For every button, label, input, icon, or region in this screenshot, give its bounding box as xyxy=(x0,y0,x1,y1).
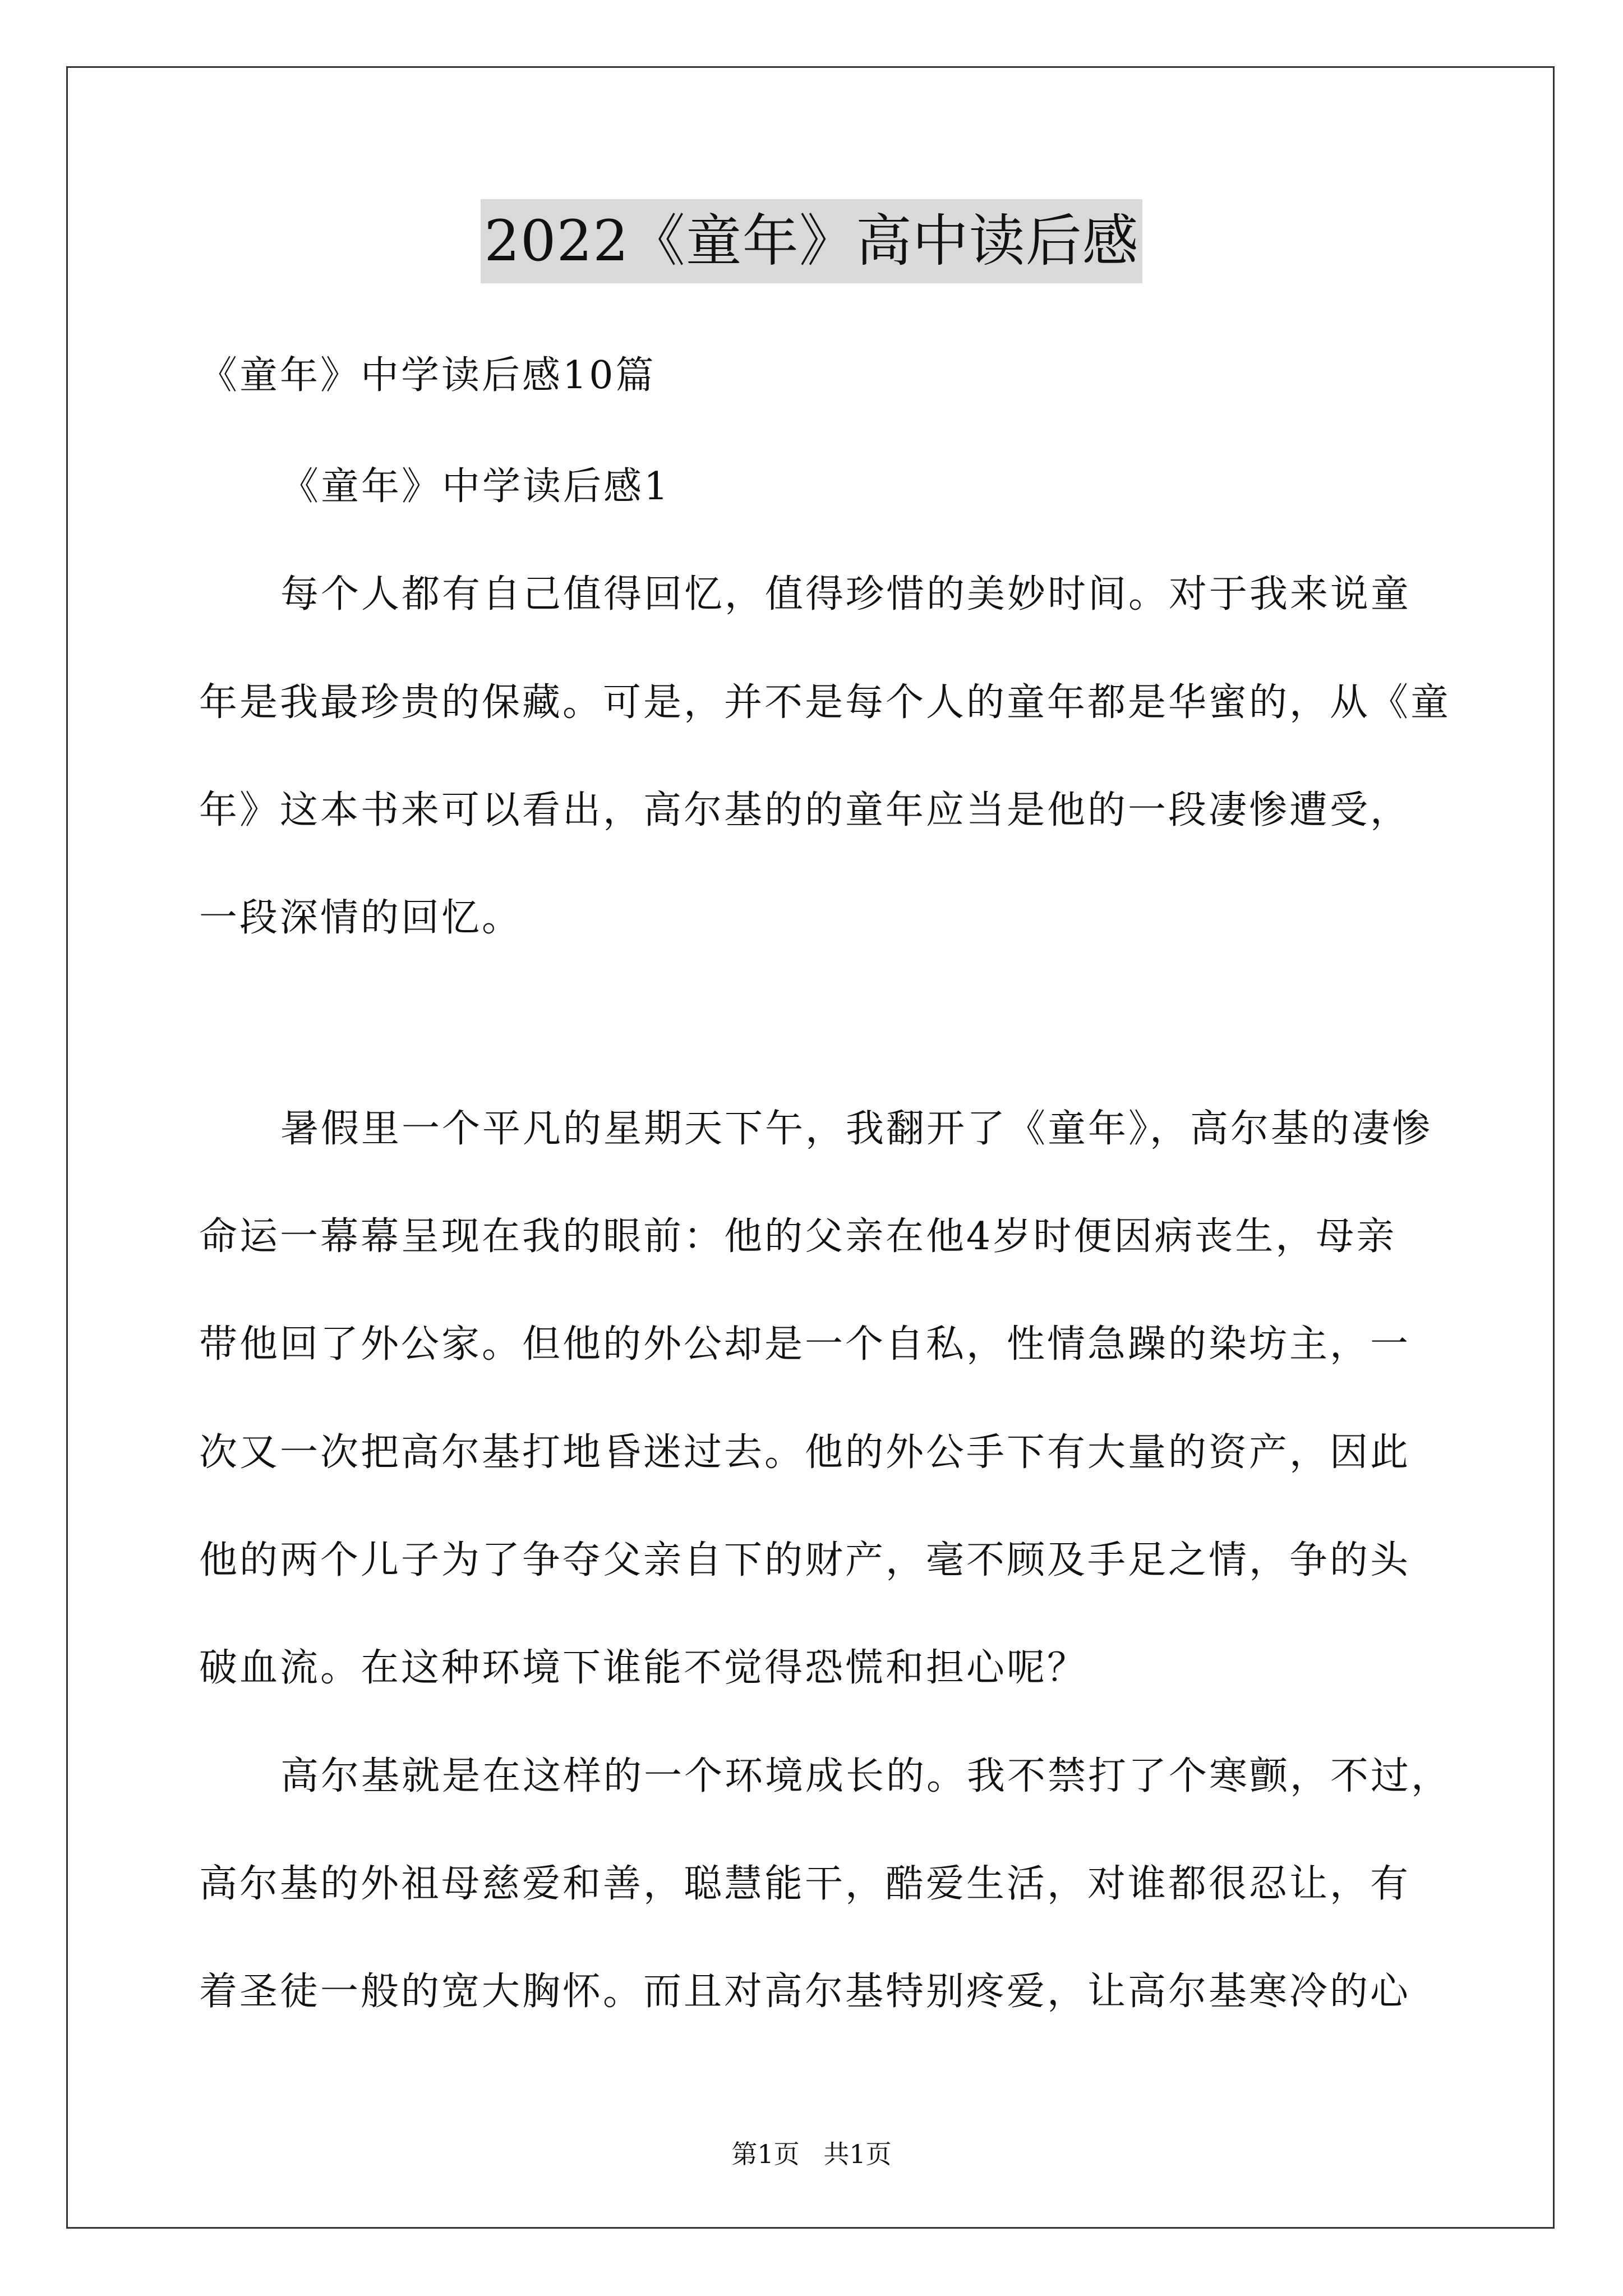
paragraph-line: 着圣徒一般的宽大胸怀。而且对高尔基特别疼爱，让高尔基寒冷的心 xyxy=(199,1970,1411,2014)
paragraph-line: 年是我最珍贵的保藏。可是，并不是每个人的童年都是华蜜的，从《童 xyxy=(199,680,1451,725)
paragraph-line: 命运一幕幕呈现在我的眼前：他的父亲在他4岁时便因病丧生，母亲 xyxy=(199,1214,1397,1259)
paragraph-line: 高尔基的外祖母慈爱和善，聪慧能干，酷爱生活，对谁都很忍让，有 xyxy=(199,1862,1411,1906)
page-footer xyxy=(0,2137,1623,2171)
section-heading: 《童年》中学读后感1 xyxy=(280,464,671,509)
paragraph-line: 高尔基就是在这样的一个环境成长的。我不禁打了个寒颤，不过， xyxy=(280,1754,1452,1798)
paragraph-line: 年》这本书来可以看出，高尔基的的童年应当是他的一段凄惨遭受， xyxy=(199,788,1411,832)
paragraph-line: 带他回了外公家。但他的外公却是一个自私，性情急躁的染坊主，一 xyxy=(199,1322,1411,1366)
paragraph-line: 他的两个儿子为了争夺父亲自下的财产，毫不顾及手足之情，争的头 xyxy=(199,1538,1411,1582)
paragraph-line: 每个人都有自己值得回忆，值得珍惜的美妙时间。对于我来说童 xyxy=(280,572,1412,616)
page-total: 共1页 xyxy=(823,2139,892,2169)
document-title: 2022《童年》高中读后感 xyxy=(481,199,1142,283)
title-container xyxy=(0,199,1623,283)
paragraph-line: 次又一次把高尔基打地昏迷过去。他的外公手下有大量的资产，因此 xyxy=(199,1430,1411,1475)
page-number: 第1页 xyxy=(731,2139,800,2169)
paragraph-line: 破血流。在这种环境下谁能不觉得恐慌和担心呢？ xyxy=(199,1646,1088,1690)
paragraph-line: 一段深情的回忆。 xyxy=(199,896,523,940)
document-subtitle: 《童年》中学读后感10篇 xyxy=(199,353,656,398)
paragraph-line: 暑假里一个平凡的星期天下午，我翻开了《童年》，高尔基的凄惨 xyxy=(280,1107,1433,1151)
